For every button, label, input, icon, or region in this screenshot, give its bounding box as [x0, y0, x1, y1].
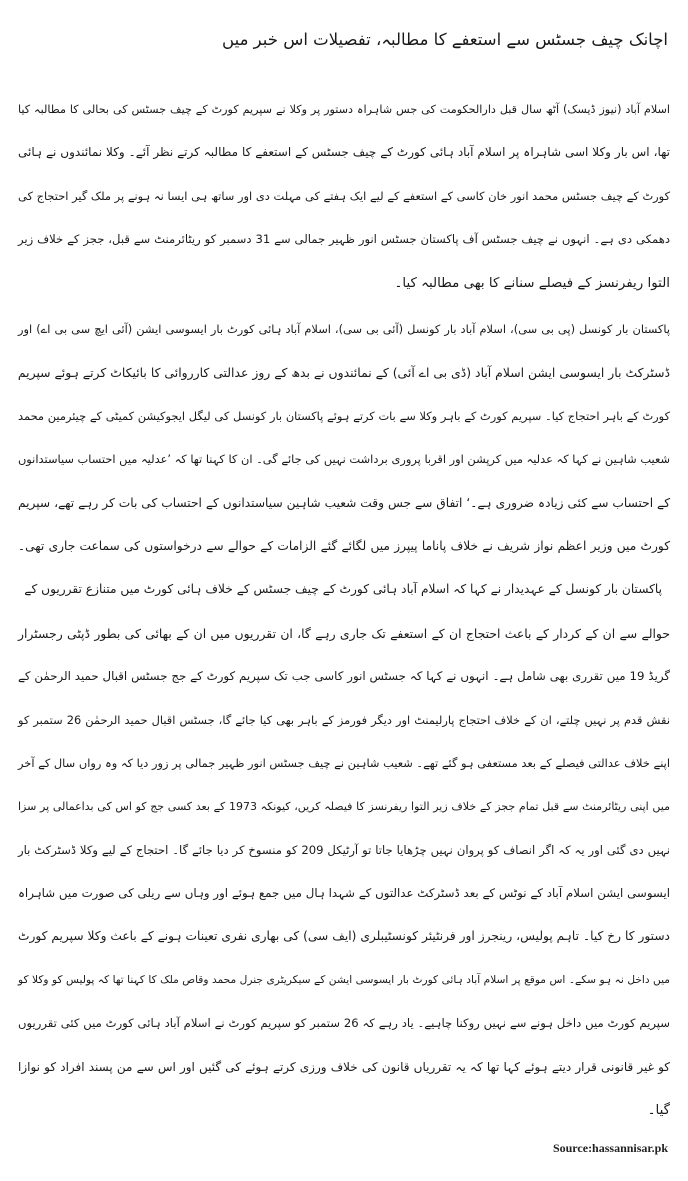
article-paragraph-2 — [18, 308, 670, 1132]
text-line: التوا ریفرنسز کے فیصلے سنانے کا بھی مطالبہ کیا۔ — [394, 275, 670, 291]
text-line: کورٹ میں وزیر اعظم نواز شریف نے خلاف پاناما پیپرز میں لگائے گئے الزامات کے حوالے سے درخواستوں کی سماعت جاری تھی۔ — [18, 538, 670, 553]
article-paragraph-1 — [18, 88, 670, 305]
text-line: کورٹ کے باہر احتجاج کیا۔ سپریم کورٹ کے باہر وکلا سے بات کرتے ہوئے پاکستان بار کونسل کی لیگل ایجوکیشن کمیٹی کے چیئرمین محمد — [18, 408, 670, 423]
text-line: سپریم کورٹ میں داخل ہونے سے نہیں روکنا چاہیے۔ یاد رہے کہ 26 ستمبر کو سپریم کورٹ نے اسلام آباد ہائی کورٹ میں کئی تقرریوں — [18, 1016, 670, 1031]
text-line: کو غیر قانونی قرار دیتے ہوئے کہا تھا کہ یہ تقرریاں قانون کی خلاف ورزی کرتے ہوئے کی گئیں اور اس سے من پسند افراد کو نوازا — [18, 1059, 670, 1074]
source-credit: Source:hassannisar.pk — [552, 1141, 668, 1155]
text-line: میں داخل نہ ہو سکے۔ اس موقع پر اسلام آباد ہائی کورٹ بار ایسوسی ایشن کے سیکریٹری جنرل محمد وقاص ملک کا کہنا تھا کہ پولیس کو وکلا کو — [18, 973, 670, 986]
text-line: ایسوسی ایشن اسلام آباد کے نوٹس کے بعد ڈسٹرکٹ عدالتوں کے شہدا ہال میں جمع ہوئے اور وہاں سے ریلی کی صورت میں شاہراہ — [18, 886, 670, 901]
text-line: دستور کا رخ کیا۔ تاہم پولیس، رینجرز اور فرنٹیئر کونسٹیبلری (ایف سی) کی بھاری نفری تعینات ہونے کے باعث وکلا سپریم کورٹ — [18, 929, 670, 944]
text-line: نہیں دی گئی اور یہ کہ اگر انصاف کو پروان نہیں چڑھایا جاتا تو آرٹیکل 209 کو منسوخ کر دیا جائے گا۔ احتجاج کے لیے وکلا ڈسٹرکٹ بار — [18, 842, 670, 857]
text-line: اپنے خلاف عدالتی فیصلے کے بعد مستعفی ہو گئے تھے۔ شعیب شاہین نے چیف جسٹس انور ظہیر جمالی پر زور دیا کہ وہ رواں سال کے آخر — [18, 755, 670, 770]
text-line: گریڈ 19 میں تقرری بھی شامل ہے۔ انہوں نے کہا کہ جسٹس انور کاسی جب تک سپریم کورٹ کے جج جسٹس اقبال حمید الرحمٰن کے — [18, 669, 670, 684]
text-line: پاکستان بار کونسل (پی بی سی)، اسلام آباد بار کونسل (آئی بی سی)، اسلام آباد ہائی کورٹ بار ایسوسی ایشن (آئی ایچ سی بی اے) اور — [18, 322, 670, 336]
text-line: کے احتساب سے کئی زیادہ ضروری ہے۔‘ اتفاق سے جس وقت شعیب شاہین سیاستدانوں کے احتساب کی بات کر رہے تھے، سپریم — [18, 495, 670, 510]
text-line: میں اپنی ریٹائرمنٹ سے قبل تمام ججز کے خلاف زیر التوا ریفرنسز کا فیصلہ کریں، کیونکہ 1973 کے بعد کسی جج کو اس کی بداعمالی پر سزا — [18, 800, 670, 814]
article-title: اچانک چیف جسٹس سے استعفے کا مطالبہ، تفصیلات اس خبر میں — [222, 30, 668, 49]
text-line: ڈسٹرکٹ بار ایسوسی ایشن اسلام آباد (ڈی بی اے آئی) کے نمائندوں نے بدھ کے روز عدالتی کارروائی کا بائیکاٹ کرتے ہوئے سپریم — [17, 365, 670, 381]
text-line: دھمکی دی ہے۔ انہوں نے چیف جسٹس آف پاکستان جسٹس انور ظہیر جمالی سے 31 دسمبر کو ریٹائرمنٹ سے قبل، ججز کے خلاف زیر — [18, 232, 671, 247]
text-line: پاکستان بار کونسل کے عہدیدار نے کہا کہ اسلام آباد ہائی کورٹ کے چیف جسٹس کے خلاف ہائی کورٹ میں متنازع تقرریوں کے — [24, 582, 662, 597]
text-line: کورٹ کے چیف جسٹس محمد انور خان کاسی کے استعفے کے لیے ایک ہفتے کی مہلت دی اور ساتھ ہی ایسا نہ ہونے پر ملک گیر احتجاج کی — [18, 188, 670, 203]
text-line: تھا، اس بار وکلا اسی شاہراہ پر اسلام آباد ہائی کورٹ کے چیف جسٹس کے استعفے کا مطالبہ کرتے نظر آئے۔ وکلا نمائندوں نے ہائی — [18, 145, 670, 160]
text-line: نقش قدم پر نہیں چلتے، ان کے خلاف احتجاج پارلیمنٹ اور دیگر فورمز کے باہر بھی کیا جائے گا، جسٹس اقبال حمید الرحمٰن 26 ستمبر کو — [18, 712, 670, 727]
text-line: شعیب شاہین نے کہا کہ عدلیہ میں کرپشن اور اقربا پروری برداشت نہیں کی جائے گی۔ ان کا کہنا تھا کہ ’عدلیہ میں احتساب سیاستدانوں — [17, 452, 670, 467]
text-line: اسلام آباد (نیوز ڈیسک) آٹھ سال قبل دارالحکومت کی جس شاہراہ دستور پر وکلا نے سپریم کورٹ کے چیف جسٹس کی بحالی کا مطالبہ کیا — [18, 103, 670, 116]
text-line: گیا۔ — [647, 1103, 670, 1119]
text-line: حوالے سے ان کے کردار کے باعث احتجاج ان کے استعفے تک جاری رہے گا، ان تقرریوں میں ان کے بھائی کی بطور ڈپٹی رجسٹرار — [18, 625, 670, 641]
